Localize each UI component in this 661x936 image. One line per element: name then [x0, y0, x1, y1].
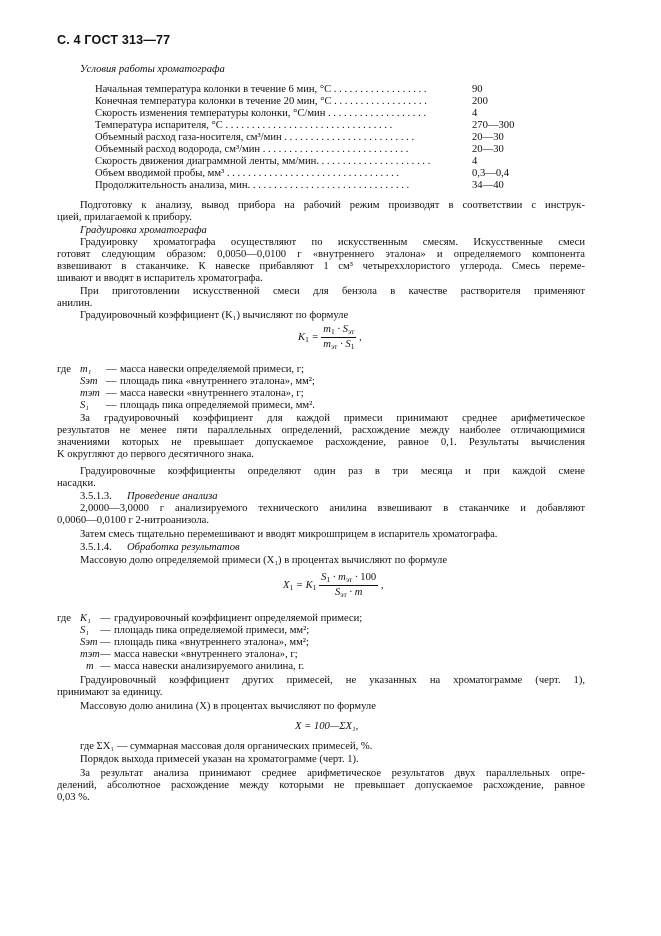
- legend-dash: —: [100, 625, 111, 636]
- paragraph-line: 0,0060—0,0100 г 2-нитроанизола.: [57, 515, 209, 526]
- legend-symbol: Sэт: [80, 637, 98, 648]
- paragraph-line: значениями которых не превышает допускаемое расхождение, равное 0,1. Результаты вычисления: [57, 437, 585, 448]
- condition-value: 34—40: [472, 180, 504, 191]
- condition-label: Температура испарителя, °С . . . . . . . . . . . . . . . . . . . . . . . . . . . . . . . .: [95, 120, 393, 131]
- legend-text: градуировочный коэффициент определяемой примеси;: [114, 613, 363, 624]
- conditions-title: Условия работы хроматографа: [80, 64, 225, 75]
- legend-symbol: mэт: [80, 388, 100, 399]
- condition-value: 20—30: [472, 132, 504, 143]
- legend-dash: —: [106, 400, 117, 411]
- paragraph-line: шивают и вводят в испаритель хроматографа.: [57, 273, 263, 284]
- legend-dash: —: [100, 637, 111, 648]
- paragraph-line: насадки.: [57, 478, 96, 489]
- legend-text: масса навески анализируемого анилина, г.: [114, 661, 305, 672]
- section-title: Проведение анализа: [127, 491, 218, 502]
- condition-label: Скорость изменения температуры колонки, °С/мин . . . . . . . . . . . . . . . . . . .: [95, 108, 427, 119]
- condition-label: Объем вводимой пробы, мм³ . . . . . . . . . . . . . . . . . . . . . . . . . . . . . . . . .: [95, 168, 400, 179]
- paragraph-line: K округляют до первого десятичного знака.: [57, 449, 254, 460]
- paragraph-line: где ΣX₁ — суммарная массовая доля органических примесей, %.: [80, 741, 373, 752]
- legend-text: площадь пика «внутреннего эталона», мм²;: [114, 637, 309, 648]
- legend-dash: —: [106, 364, 117, 375]
- condition-label: Продолжительность анализа, мин. . . . . . . . . . . . . . . . . . . . . . . . . . . . . . .: [95, 180, 410, 191]
- calib-title: Градуировка хроматографа: [80, 225, 207, 236]
- paragraph-line: Порядок выхода примесей указан на хроматограмме (черт. 1).: [80, 754, 359, 765]
- paragraph-line: анилин.: [57, 298, 93, 309]
- section-number: 3.5.1.4.: [80, 542, 112, 553]
- condition-label: Объемный расход водорода, см³/мин . . . . . . . . . . . . . . . . . . . . . . . . . . . .: [95, 144, 409, 155]
- paragraph-line: За результат анализа принимают среднее арифметическое результатов двух параллельных опре-: [80, 768, 585, 779]
- paragraph-line: Массовую долю определяемой примеси (X₁) в процентах вычисляют по формуле: [80, 555, 448, 566]
- paragraph-line: Затем смесь тщательно перемешивают и вводят микрошприцем в испаритель хроматографа.: [80, 529, 498, 540]
- paragraph-line: Массовую долю анилина (X) в процентах вычисляют по формуле: [80, 701, 376, 712]
- paragraph-line: делений, абсолютное расхождение между которыми не превышает допускаемое расхождение, равное: [57, 780, 585, 791]
- legend-text: площадь пика определяемой примеси, мм²;: [114, 625, 310, 636]
- legend-dash: —: [106, 388, 117, 399]
- section-number: 3.5.1.3.: [80, 491, 112, 502]
- legend-symbol: Sэт: [80, 376, 98, 387]
- prep-line: цией, прилагаемой к прибору.: [57, 212, 192, 223]
- condition-value: 20—30: [472, 144, 504, 155]
- condition-value: 4: [472, 156, 478, 167]
- paragraph-line: результатов не менее пяти параллельных определений, расхождение между наиболее отличающимися: [57, 425, 585, 436]
- legend-symbol: S₁: [80, 625, 89, 636]
- formula-x1: $X_1 = K_1$ $\frac{S_1 \cdot m_{эт} \cdot 100}{S_{эт} \cdot m}$ ,: [283, 572, 384, 599]
- legend-dash: —: [100, 661, 111, 672]
- condition-label: Объемный расход газа-носителя, см³/мин . . . . . . . . . . . . . . . . . . . . . . . . .: [95, 132, 415, 143]
- legend-text: площадь пика «внутреннего эталона», мм²;: [120, 376, 315, 387]
- legend-text: масса навески «внутреннего эталона», г;: [120, 388, 304, 399]
- paragraph-line: При приготовлении искусственной смеси для бензола в качестве растворителя применяют: [80, 286, 585, 297]
- paragraph-line: 0,03 %.: [57, 792, 90, 803]
- formula-k1: $K_1$ = $\frac{m_1 \cdot S_{эт}}{m_{эт} \cdot S_1}$ ,: [298, 324, 362, 351]
- paragraph-line: взвешивают в стаканчике. К навеске прибавляют 1 см³ четыреххлористого углерода. Смесь переме-: [57, 261, 585, 272]
- legend-symbol: K₁: [80, 613, 91, 624]
- formula-x: X = 100—ΣX₁,: [295, 721, 359, 732]
- legend-text: площадь пика определяемой примеси, мм².: [120, 400, 315, 411]
- legend-text: масса навески «внутреннего эталона», г;: [114, 649, 298, 660]
- paragraph-line: готовят следующим образом: 0,0050—0,0100 г «внутреннего эталона» и определяемого компонента: [57, 249, 585, 260]
- legend-dash: —: [106, 376, 117, 387]
- paragraph-line: Градуировочный коэффициент (K₁) вычисляют по формуле: [80, 310, 349, 321]
- prep-line: Подготовку к анализу, вывод прибора на рабочий режим производят в соответствии с инструк-: [80, 200, 585, 211]
- paragraph-line: Градуировочный коэффициент других примесей, не указанных на хроматограмме (черт. 1),: [80, 675, 585, 686]
- paragraph-line: Градуировочные коэффициенты определяют один раз в три месяца и при каждой смене: [80, 466, 585, 477]
- paragraph-line: 2,0000—3,0000 г анализируемого технического анилина взвешивают в стаканчике и добавляют: [80, 503, 585, 514]
- legend-symbol: m₁: [80, 364, 92, 375]
- legend-where: где: [57, 613, 71, 624]
- legend-text: масса навески определяемой примеси, г;: [120, 364, 305, 375]
- section-title: Обработка результатов: [127, 542, 240, 553]
- condition-label: Конечная температура колонки в течение 20 мин, °С . . . . . . . . . . . . . . . . . .: [95, 96, 427, 107]
- legend-dash: —: [100, 613, 111, 624]
- legend-where: где: [57, 364, 71, 375]
- condition-label: Начальная температура колонки в течение 6 мин, °С . . . . . . . . . . . . . . . . . .: [95, 84, 427, 95]
- condition-label: Скорость движения диаграммной ленты, мм/мин. . . . . . . . . . . . . . . . . . . . . .: [95, 156, 431, 167]
- page-header: С. 4 ГОСТ 313—77: [57, 33, 171, 47]
- legend-symbol: m: [86, 661, 94, 672]
- condition-value: 0,3—0,4: [472, 168, 510, 179]
- condition-value: 200: [472, 96, 488, 107]
- condition-value: 90: [472, 84, 483, 95]
- paragraph-line: За градуировочный коэффициент для каждой примеси принимают среднее арифметическое: [80, 413, 585, 424]
- condition-value: 4: [472, 108, 478, 119]
- paragraph-line: принимают за единицу.: [57, 687, 163, 698]
- legend-dash: —: [100, 649, 111, 660]
- paragraph-line: Градуировку хроматографа осуществляют по искусственным смесям. Искусственные смеси: [80, 237, 585, 248]
- legend-symbol: S₁: [80, 400, 89, 411]
- condition-value: 270—300: [472, 120, 515, 131]
- legend-symbol: mэт: [80, 649, 100, 660]
